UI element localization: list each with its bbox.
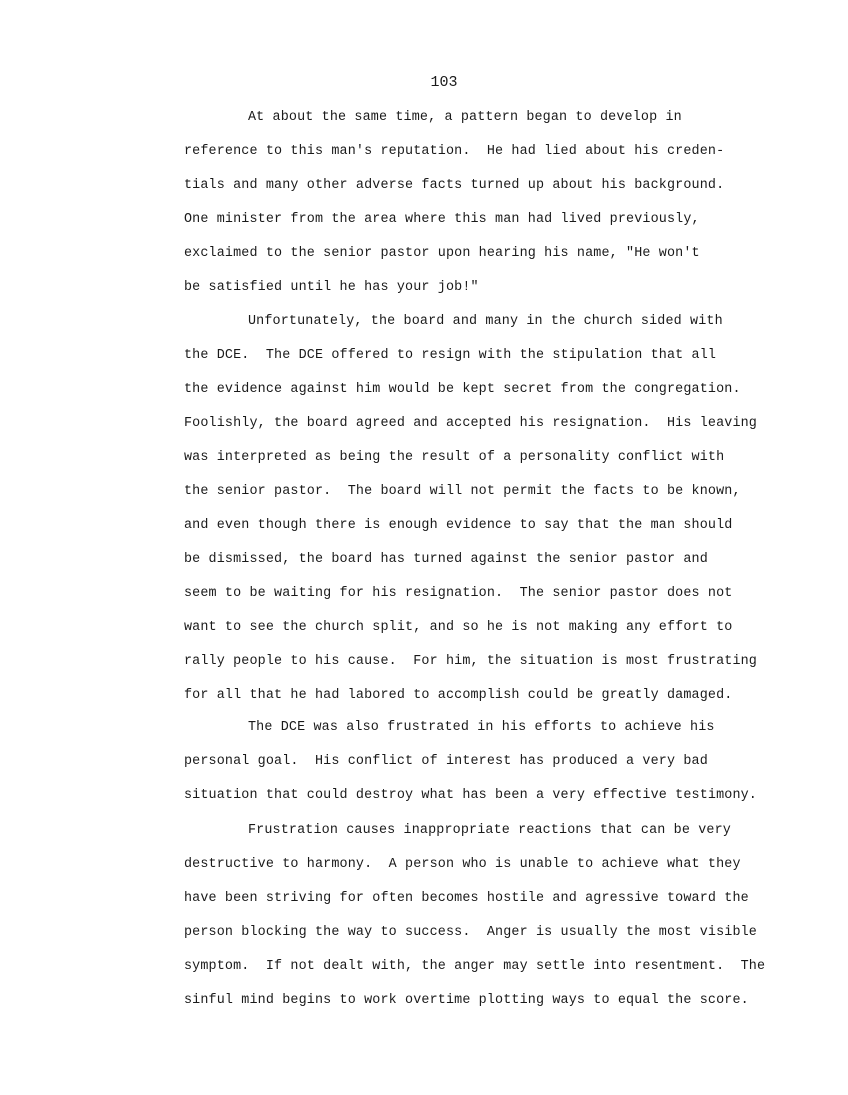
text-line: have been striving for often becomes hostile and agressive toward the [184, 891, 749, 906]
text-line: and even though there is enough evidence to say that the man should [184, 518, 733, 533]
text-line: be satisfied until he has your job!" [184, 280, 479, 295]
text-line: for all that he had labored to accomplish could be greatly damaged. [184, 688, 733, 703]
text-line: reference to this man's reputation. He had lied about his creden- [184, 144, 725, 159]
text-line: want to see the church split, and so he is not making any effort to [184, 620, 733, 635]
text-line: seem to be waiting for his resignation. The senior pastor does not [184, 586, 733, 601]
text-line: Unfortunately, the board and many in the church sided with [248, 314, 723, 329]
text-line: was interpreted as being the result of a personality conflict with [184, 450, 725, 465]
page-number: 103 [430, 74, 458, 91]
text-line: Frustration causes inappropriate reactions that can be very [248, 823, 731, 838]
text-line: tials and many other adverse facts turned up about his background. [184, 178, 725, 193]
text-line: exclaimed to the senior pastor upon hearing his name, "He won't [184, 246, 700, 261]
text-line: One minister from the area where this man had lived previously, [184, 212, 700, 227]
text-line: the evidence against him would be kept secret from the congregation. [184, 382, 741, 397]
text-line: the DCE. The DCE offered to resign with the stipulation that all [184, 348, 717, 363]
text-line: rally people to his cause. For him, the situation is most frustrating [184, 654, 757, 669]
text-line: the senior pastor. The board will not permit the facts to be known, [184, 484, 741, 499]
text-line: At about the same time, a pattern began to develop in [248, 110, 682, 125]
text-line: sinful mind begins to work overtime plotting ways to equal the score. [184, 993, 749, 1008]
text-line: symptom. If not dealt with, the anger may settle into resentment. The [184, 959, 766, 974]
text-line: Foolishly, the board agreed and accepted his resignation. His leaving [184, 416, 757, 431]
text-line: personal goal. His conflict of interest has produced a very bad [184, 754, 708, 769]
text-line: person blocking the way to success. Anger is usually the most visible [184, 925, 757, 940]
text-line: destructive to harmony. A person who is unable to achieve what they [184, 857, 741, 872]
text-line: The DCE was also frustrated in his efforts to achieve his [248, 720, 715, 735]
text-line: situation that could destroy what has been a very effective testimony. [184, 788, 757, 803]
text-line: be dismissed, the board has turned against the senior pastor and [184, 552, 708, 567]
